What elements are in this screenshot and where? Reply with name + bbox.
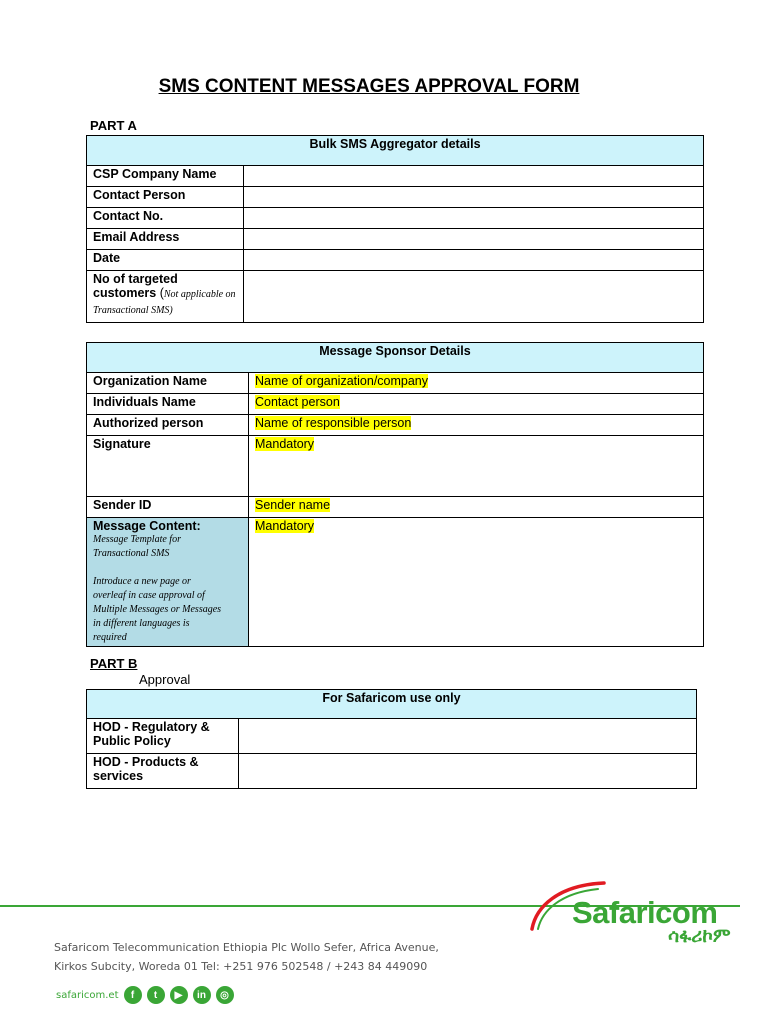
instagram-icon[interactable]: ◎ bbox=[216, 986, 234, 1004]
csp-company-name-field[interactable] bbox=[244, 166, 704, 187]
row-label-contact-person: Contact Person bbox=[87, 187, 244, 208]
row-label-sender-id: Sender ID bbox=[87, 497, 249, 518]
linkedin-icon[interactable]: in bbox=[193, 986, 211, 1004]
row-label-hod-products: HOD - Products & services bbox=[87, 754, 239, 789]
row-label-signature: Signature bbox=[87, 436, 249, 497]
message-content-field[interactable] bbox=[249, 518, 704, 647]
row-label-individuals: Individuals Name bbox=[87, 394, 249, 415]
part-a-label: PART A bbox=[90, 118, 137, 133]
hod-products-field[interactable] bbox=[239, 754, 697, 789]
aggregator-header: Bulk SMS Aggregator details bbox=[87, 136, 704, 166]
contact-person-field[interactable] bbox=[244, 187, 704, 208]
footer-social-bar bbox=[56, 986, 234, 1004]
website-link[interactable]: safaricom.et bbox=[56, 989, 119, 1001]
twitter-icon[interactable]: t bbox=[147, 986, 165, 1004]
date-field[interactable] bbox=[244, 250, 704, 271]
message-template-note: Message Template for Transactional SMS bbox=[93, 534, 181, 559]
organization-name-field[interactable] bbox=[249, 373, 704, 394]
sender-id-placeholder: Sender name bbox=[255, 498, 331, 512]
row-label-contact-no: Contact No. bbox=[87, 208, 244, 229]
note-open-paren: ( bbox=[156, 286, 164, 300]
safaricom-use-table bbox=[86, 689, 697, 789]
sender-id-field[interactable] bbox=[249, 497, 704, 518]
row-label-date: Date bbox=[87, 250, 244, 271]
email-address-field[interactable] bbox=[244, 229, 704, 250]
signature-field[interactable] bbox=[249, 436, 704, 497]
row-label-authorized: Authorized person bbox=[87, 415, 249, 436]
row-label-message-content bbox=[87, 518, 249, 647]
individuals-name-field[interactable] bbox=[249, 394, 704, 415]
sponsor-header: Message Sponsor Details bbox=[87, 343, 704, 373]
approval-label: Approval bbox=[139, 672, 191, 687]
aggregator-table bbox=[86, 135, 704, 323]
targeted-customers-label: No of targeted customers bbox=[93, 272, 178, 300]
safaricom-use-header: For Safaricom use only bbox=[87, 690, 697, 719]
row-label-csp-company: CSP Company Name bbox=[87, 166, 244, 187]
individuals-placeholder: Contact person bbox=[255, 395, 340, 409]
contact-no-field[interactable] bbox=[244, 208, 704, 229]
facebook-icon[interactable]: f bbox=[124, 986, 142, 1004]
part-b-label: PART B bbox=[90, 656, 138, 671]
authorized-placeholder: Name of responsible person bbox=[255, 416, 412, 430]
row-label-targeted-customers bbox=[87, 271, 244, 323]
safaricom-logo-amharic: ሳፋሪኮም bbox=[668, 925, 731, 947]
message-content-label: Message Content: bbox=[93, 519, 201, 533]
message-content-placeholder: Mandatory bbox=[255, 519, 315, 533]
note-close-paren: ) bbox=[169, 305, 173, 316]
signature-placeholder: Mandatory bbox=[255, 437, 315, 451]
youtube-icon[interactable]: ▶ bbox=[170, 986, 188, 1004]
safaricom-logo: Safaricom bbox=[572, 895, 718, 930]
targeted-customers-note: Not applicable on Transactional SMS bbox=[93, 289, 236, 316]
hod-regulatory-field[interactable] bbox=[239, 719, 697, 754]
authorized-person-field[interactable] bbox=[249, 415, 704, 436]
row-label-email: Email Address bbox=[87, 229, 244, 250]
organization-placeholder: Name of organization/company bbox=[255, 374, 429, 388]
sponsor-table bbox=[86, 342, 704, 647]
targeted-customers-field[interactable] bbox=[244, 271, 704, 323]
page-title: SMS CONTENT MESSAGES APPROVAL FORM bbox=[158, 76, 580, 97]
row-label-organization: Organization Name bbox=[87, 373, 249, 394]
company-address-line-2: Kirkos Subcity, Woreda 01 Tel: +251 976 502548 / +243 84 449090 bbox=[54, 960, 428, 973]
overleaf-note: Introduce a new page or overleaf in case approval of Multiple Messages or Messages in different languages is required bbox=[93, 576, 222, 643]
row-label-hod-regulatory: HOD - Regulatory & Public Policy bbox=[87, 719, 239, 754]
company-address-line-1: Safaricom Telecommunication Ethiopia Plc Wollo Sefer, Africa Avenue, bbox=[54, 941, 439, 954]
